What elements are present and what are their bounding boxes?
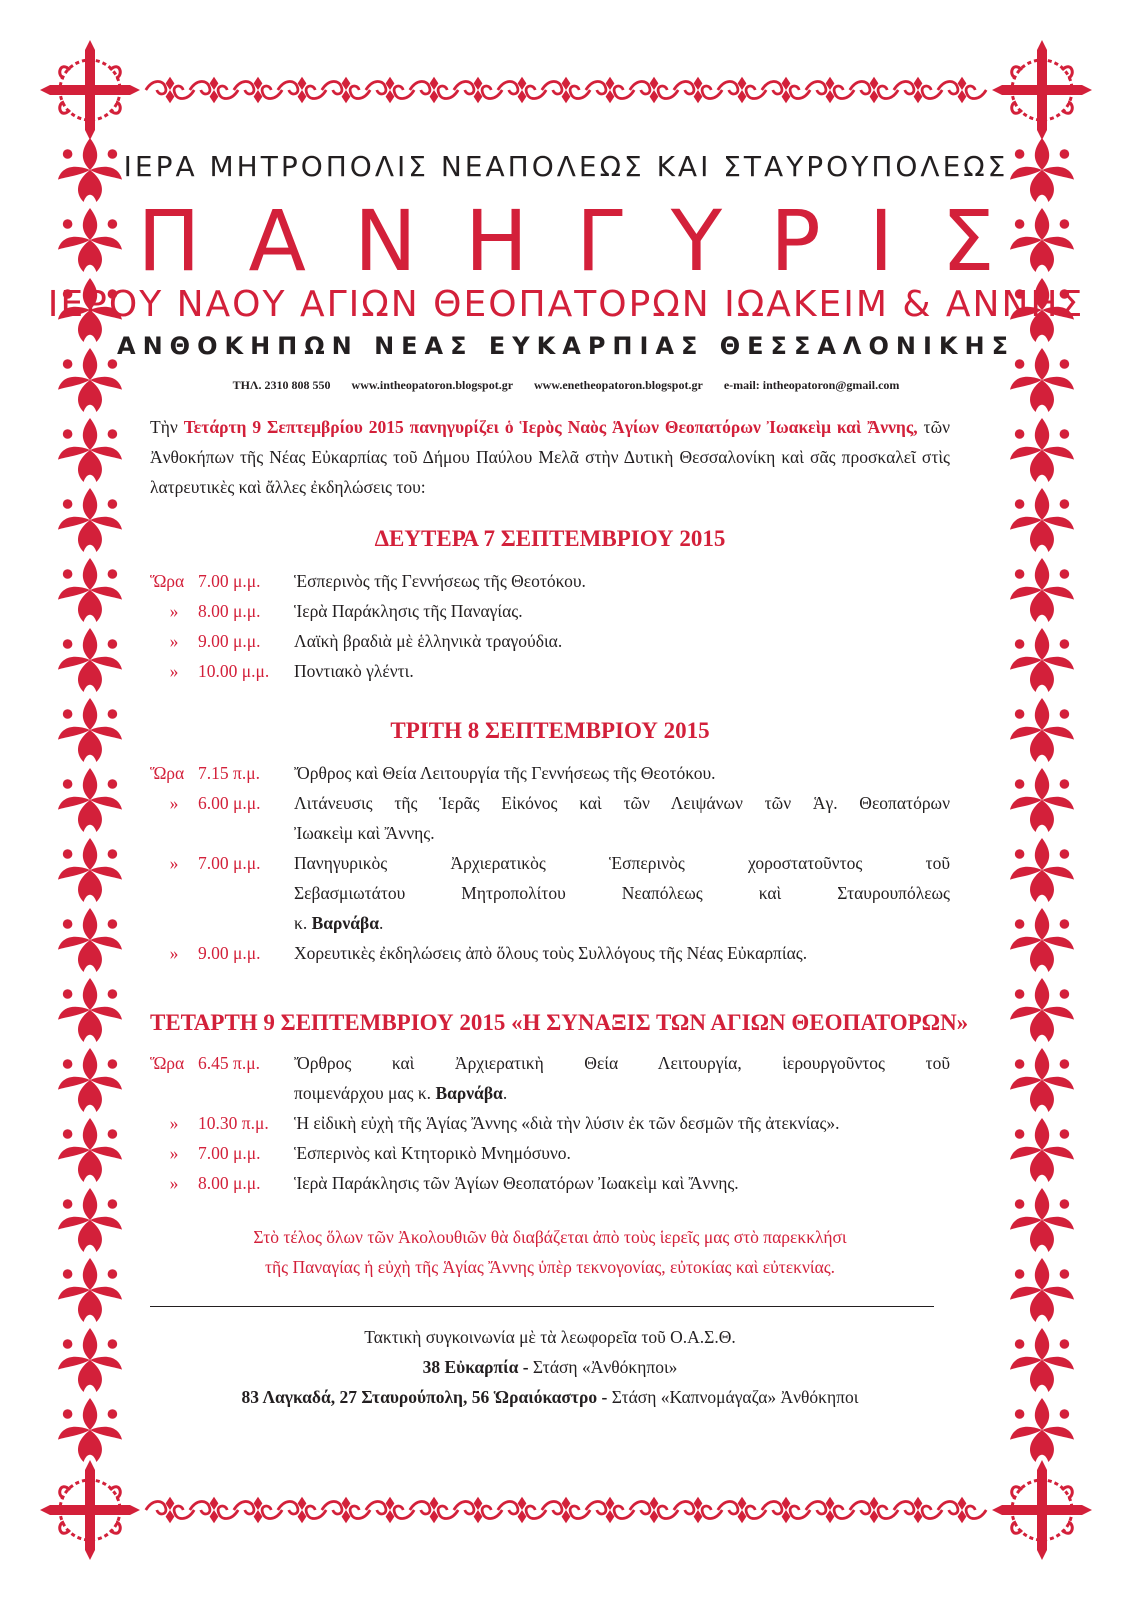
event-time (150, 1048, 290, 1078)
scroll-ornament-icon (850, 77, 898, 103)
event-description (294, 1108, 950, 1138)
scroll-ornament-icon (410, 1497, 458, 1523)
time-marker: » (169, 1143, 179, 1163)
time-marker: » (169, 793, 179, 813)
event-time (150, 566, 290, 596)
fleur-ornament-icon (58, 488, 122, 552)
scroll-ornament-icon (806, 77, 854, 103)
event-description-line: Λαϊκὴ βραδιὰ μὲ ἑλληνικὰ τραγούδια. (294, 631, 563, 651)
time-marker: » (169, 1173, 179, 1193)
phone-number: ΤΗΛ. 2310 808 550 (232, 378, 331, 392)
fleur-ornament-icon (1010, 1048, 1074, 1112)
time-value: 10.00 μ.μ. (198, 661, 270, 681)
scroll-ornament-icon (498, 77, 546, 103)
scroll-ornament-icon (146, 77, 194, 103)
event-description (294, 596, 950, 626)
fleur-ornament-icon (1010, 628, 1074, 692)
fleur-ornament-icon (58, 558, 122, 622)
fleur-ornament-icon (1010, 558, 1074, 622)
event-description-line (294, 908, 950, 938)
fleur-ornament-icon (1010, 418, 1074, 482)
event-description-line: Ἰωακεὶμ καὶ Ἄννης. (294, 823, 435, 843)
fleur-ornament-icon (58, 1328, 122, 1392)
fleur-ornament-icon (1010, 1118, 1074, 1182)
church-heading: ΙΕΡΟΥ ΝΑΟΥ ΑΓΙΩΝ ΘΕΟΠΑΤΟΡΩΝ ΙΩΑΚΕΙΜ & ΑΝΝΗΣ (47, 284, 1085, 325)
scroll-ornament-icon (542, 1497, 590, 1523)
transport-line-1: Τακτικὴ συγκοινωνία μὲ τὰ λεωφορεῖα τοῦ Ο.Α.Σ.Θ. (364, 1327, 736, 1347)
event-time (150, 938, 290, 968)
event-description-line (294, 1078, 950, 1108)
transport-info (150, 1322, 950, 1412)
event-description-line: Πανηγυρικὸς Ἀρχιερατικὸς Ἑσπερινὸς χοροστατοῦντος τοῦ (294, 853, 950, 873)
fleur-ornament-icon (58, 838, 122, 902)
event-time (150, 626, 290, 656)
transport-routes-83-27-56: 83 Λαγκαδά, 27 Σταυρούπολη, 56 Ὡραιόκαστρο - (241, 1387, 608, 1407)
event-description-line: Χορευτικὲς ἐκδηλώσεις ἀπὸ ὅλους τοὺς Συλλόγους τῆς Νέας Εὐκαρπίας. (294, 943, 808, 963)
time-value: 8.00 μ.μ. (198, 601, 261, 621)
scroll-ornament-icon (234, 77, 282, 103)
page-title: ΠΑΝΗΓΥΡΙΣ (137, 192, 1043, 290)
event-description (294, 848, 950, 938)
time-marker: » (169, 943, 179, 963)
event-description (294, 1168, 950, 1198)
time-value: 7.00 μ.μ. (198, 853, 261, 873)
cross-ornament-icon (40, 40, 140, 140)
event-description (294, 1048, 950, 1108)
event-description-line: Ὄρθρος καὶ Ἀρχιερατικὴ Θεία Λειτουργία, ἱερουργοῦντος τοῦ (294, 1053, 950, 1073)
fleur-ornament-icon (1010, 838, 1074, 902)
scroll-ornament-icon (938, 1497, 986, 1523)
scroll-ornament-icon (234, 1497, 282, 1523)
fleur-ornament-icon (58, 1048, 122, 1112)
blog-link-2[interactable]: www.enetheopatoron.blogspot.gr (534, 378, 703, 392)
metropolis-heading: ΙΕΡΑ ΜΗΤΡΟΠΟΛΙΣ ΝΕΑΠΟΛΕΩΣ ΚΑΙ ΣΤΑΥΡΟΥΠΟΛΕΩΣ (123, 150, 1009, 183)
time-value: 7.15 π.μ. (198, 763, 260, 783)
event-description-line: Ἱερὰ Παράκλησις τῶν Ἁγίων Θεοπατόρων Ἰωακεὶμ καὶ Ἄννης. (294, 1173, 739, 1193)
event-time (150, 1108, 290, 1138)
scroll-ornament-icon (674, 77, 722, 103)
fleur-ornament-icon (58, 1188, 122, 1252)
scroll-ornament-icon (498, 1497, 546, 1523)
time-value: 6.00 μ.μ. (198, 793, 261, 813)
day-heading: ΤΡΙΤΗ 8 ΣΕΠΤΕΜΒΡΙΟΥ 2015 (390, 718, 710, 743)
scroll-ornament-icon (718, 1497, 766, 1523)
tail-prefix: ποιμενάρχου μας κ. (294, 1083, 432, 1103)
bishop-name: Βαρνάβα (435, 1083, 503, 1103)
intro-prefix: Τὴν (150, 417, 178, 437)
intro-highlight: Τετάρτη 9 Σεπτεμβρίου 2015 πανηγυρίζει ὁ Ἱερὸς Ναὸς Ἁγίων Θεοπατόρων Ἰωακεὶμ καὶ Ἄννης, (183, 417, 918, 437)
fleur-ornament-icon (58, 698, 122, 762)
scroll-ornament-icon (850, 1497, 898, 1523)
fleur-ornament-icon (1010, 1398, 1074, 1462)
time-marker: Ὥρα (150, 763, 185, 783)
transport-line-3 (150, 1382, 950, 1412)
event-description-line: Ὄρθρος καὶ Θεία Λειτουργία τῆς Γεννήσεως τῆς Θεοτόκου. (294, 763, 716, 783)
tail-suffix: . (502, 1083, 508, 1103)
time-value: 8.00 μ.μ. (198, 1173, 261, 1193)
event-description (294, 788, 950, 848)
event-time (150, 758, 290, 788)
cross-ornament-icon (40, 1460, 140, 1560)
blog-link-1[interactable]: www.intheopatoron.blogspot.gr (351, 378, 514, 392)
fleur-ornament-icon (1010, 908, 1074, 972)
scroll-ornament-icon (674, 1497, 722, 1523)
time-value: 7.00 μ.μ. (198, 1143, 261, 1163)
day-heading: ΤΕΤΑΡΤΗ 9 ΣΕΠΤΕΜΒΡΙΟΥ 2015 «Η ΣΥΝΑΞΙΣ ΤΩΝ ΑΓΙΩΝ ΘΕΟΠΑΤΟΡΩΝ» (150, 1010, 969, 1035)
day-heading: ΔΕΥΤΕΡΑ 7 ΣΕΠΤΕΜΒΡΙΟΥ 2015 (374, 526, 726, 551)
scroll-ornament-icon (454, 77, 502, 103)
event-description-line: Ἑσπερινὸς καὶ Κτητορικὸ Μνημόσυνο. (294, 1143, 571, 1163)
time-value: 9.00 μ.μ. (198, 631, 261, 651)
scroll-ornament-icon (630, 1497, 678, 1523)
event-description-line: Ἱερὰ Παράκλησις τῆς Παναγίας. (294, 601, 523, 621)
scroll-ornament-icon (630, 77, 678, 103)
location-heading: ΑΝΘΟΚΗΠΩΝ ΝΕΑΣ ΕΥΚΑΡΠΙΑΣ ΘΕΣΣΑΛΟΝΙΚΗΣ (117, 332, 1015, 360)
time-value: 7.00 μ.μ. (198, 571, 261, 591)
divider (150, 1306, 934, 1307)
fleur-ornament-icon (1010, 768, 1074, 832)
event-time (150, 1138, 290, 1168)
transport-stop-1: Στάση «Ἀνθόκηποι» (532, 1357, 678, 1377)
transport-line-2 (150, 1352, 950, 1382)
scroll-ornament-icon (366, 77, 414, 103)
fleur-ornament-icon (58, 1258, 122, 1322)
scroll-ornament-icon (322, 1497, 370, 1523)
scroll-ornament-icon (454, 1497, 502, 1523)
tail-prefix: κ. (294, 913, 308, 933)
tail-suffix: . (378, 913, 384, 933)
scroll-ornament-icon (410, 77, 458, 103)
scroll-ornament-icon (366, 1497, 414, 1523)
fleur-ornament-icon (1010, 978, 1074, 1042)
scroll-ornament-icon (586, 1497, 634, 1523)
transport-stop-2: Στάση «Καπνομάγαζα» Ἀνθόκηποι (611, 1387, 859, 1407)
closing-note (150, 1222, 950, 1282)
cross-ornament-icon (992, 1460, 1092, 1560)
fleur-ornament-icon (1010, 698, 1074, 762)
intro-rest: τῶν Ἀνθοκήπων τῆς Νέας Εὐκαρπίας τοῦ Δήμου Παύλου Μελᾶ στὴν Δυτικὴ Θεσσαλονίκη καὶ σᾶς προσκαλεῖ στὶς λατρευτικὲς καὶ ἄλλες ἐκδηλώσεις του: (150, 417, 951, 497)
time-value: 6.45 π.μ. (198, 1053, 260, 1073)
intro-paragraph (150, 412, 950, 502)
closing-line-1: Στὸ τέλος ὅλων τῶν Ἀκολουθιῶν θὰ διαβάζεται ἀπὸ τοὺς ἱερεῖς μας στὸ παρεκκλήσι (253, 1227, 847, 1247)
fleur-ornament-icon (1010, 1258, 1074, 1322)
time-marker: » (169, 661, 179, 681)
scroll-ornament-icon (542, 77, 590, 103)
scroll-ornament-icon (278, 1497, 326, 1523)
scroll-ornament-icon (938, 77, 986, 103)
fleur-ornament-icon (58, 1398, 122, 1462)
scroll-ornament-icon (762, 77, 810, 103)
event-description (294, 758, 950, 788)
time-marker: » (169, 853, 179, 873)
fleur-ornament-icon (1010, 488, 1074, 552)
scroll-ornament-icon (894, 1497, 942, 1523)
time-marker: » (169, 631, 179, 651)
fleur-ornament-icon (58, 978, 122, 1042)
event-description-line: Σεβασμιωτάτου Μητροπολίτου Νεαπόλεως καὶ Σταυρουπόλεως (294, 883, 950, 903)
fleur-ornament-icon (58, 1118, 122, 1182)
event-description-line: Ἑσπερινὸς τῆς Γεννήσεως τῆς Θεοτόκου. (294, 571, 586, 591)
scroll-ornament-icon (806, 1497, 854, 1523)
event-time (150, 596, 290, 626)
event-time (150, 656, 290, 686)
event-description-line: Λιτάνευσις τῆς Ἱερᾶς Εἰκόνος καὶ τῶν Λειψάνων τῶν Ἁγ. Θεοπατόρων (294, 793, 950, 813)
event-description (294, 626, 950, 656)
scroll-ornament-icon (146, 1497, 194, 1523)
event-description-line: Ἡ εἰδικὴ εὐχὴ τῆς Ἁγίας Ἄννης «διὰ τὴν λύσιν ἐκ τῶν δεσμῶν τῆς ἀτεκνίας». (294, 1113, 840, 1133)
fleur-ornament-icon (58, 908, 122, 972)
fleur-ornament-icon (58, 768, 122, 832)
event-description (294, 938, 950, 968)
event-time (150, 848, 290, 878)
transport-route-38: 38 Εὐκαρπία - (422, 1357, 529, 1377)
scroll-ornament-icon (322, 77, 370, 103)
event-description (294, 656, 950, 686)
scroll-ornament-icon (190, 1497, 238, 1523)
scroll-ornament-icon (762, 1497, 810, 1523)
time-marker: Ὥρα (150, 571, 185, 591)
contact-line (0, 378, 1132, 393)
scroll-ornament-icon (894, 77, 942, 103)
fleur-ornament-icon (58, 628, 122, 692)
fleur-ornament-icon (1010, 1188, 1074, 1252)
event-description (294, 566, 950, 596)
time-value: 9.00 μ.μ. (198, 943, 261, 963)
fleur-ornament-icon (58, 418, 122, 482)
cross-ornament-icon (992, 40, 1092, 140)
event-description-line: Ποντιακὸ γλέντι. (294, 661, 414, 681)
event-time (150, 788, 290, 818)
scroll-ornament-icon (190, 77, 238, 103)
closing-line-2: τῆς Παναγίας ἡ εὐχὴ τῆς Ἁγίας Ἄννης ὑπὲρ τεκνογονίας, εὐτοκίας καὶ εὐτεκνίας. (264, 1257, 836, 1277)
email-address[interactable]: e-mail: intheopatoron@gmail.com (723, 378, 900, 392)
event-time (150, 1168, 290, 1198)
scroll-ornament-icon (278, 77, 326, 103)
scroll-ornament-icon (718, 77, 766, 103)
time-marker: » (169, 601, 179, 621)
fleur-ornament-icon (1010, 1328, 1074, 1392)
time-marker: Ὥρα (150, 1053, 185, 1073)
time-marker: » (169, 1113, 179, 1133)
time-value: 10.30 π.μ. (198, 1113, 269, 1133)
bishop-name: Βαρνάβα (311, 913, 379, 933)
scroll-ornament-icon (586, 77, 634, 103)
event-description (294, 1138, 950, 1168)
